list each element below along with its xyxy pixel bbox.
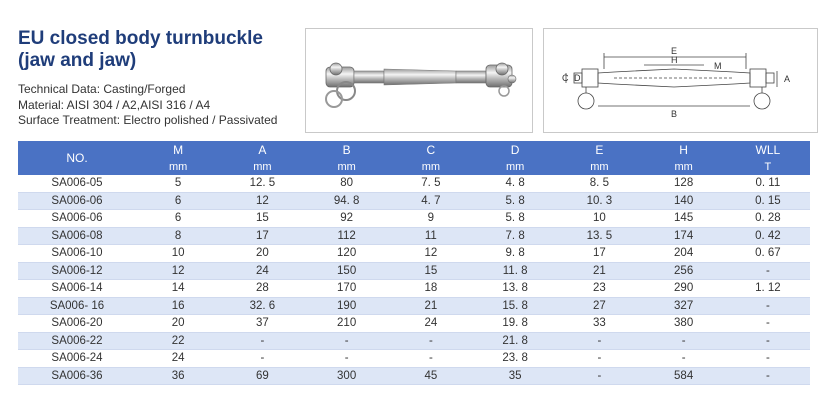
table-cell: 16 bbox=[136, 297, 220, 315]
table-cell-part-number: SA006-12 bbox=[18, 262, 136, 280]
title-line-2: (jaw and jaw) bbox=[18, 50, 137, 71]
table-cell: 13. 5 bbox=[557, 227, 641, 245]
table-cell: 27 bbox=[557, 297, 641, 315]
table-cell: - bbox=[726, 262, 810, 280]
unit-a: mm bbox=[220, 159, 304, 175]
table-cell-part-number: SA006-08 bbox=[18, 227, 136, 245]
table-cell: - bbox=[726, 315, 810, 333]
table-cell: 5. 8 bbox=[473, 192, 557, 210]
table-cell-part-number: SA006-06 bbox=[18, 210, 136, 228]
column-header-wll: WLL bbox=[726, 141, 810, 159]
table-cell: - bbox=[726, 332, 810, 350]
table-cell: 8. 5 bbox=[557, 175, 641, 192]
table-cell: 10 bbox=[557, 210, 641, 228]
table-cell: 145 bbox=[642, 210, 726, 228]
table-cell: 12 bbox=[389, 245, 473, 263]
table-cell: 22 bbox=[136, 332, 220, 350]
table-cell: 17 bbox=[220, 227, 304, 245]
table-row bbox=[18, 280, 810, 298]
table-cell: - bbox=[389, 350, 473, 368]
table-cell: 36 bbox=[136, 367, 220, 385]
product-photo bbox=[305, 28, 533, 133]
table-cell: 37 bbox=[220, 315, 304, 333]
unit-h: mm bbox=[642, 159, 726, 175]
table-cell: 1. 12 bbox=[726, 280, 810, 298]
table-cell: - bbox=[726, 350, 810, 368]
table-cell: 10 bbox=[136, 245, 220, 263]
table-cell-part-number: SA006-24 bbox=[18, 350, 136, 368]
table-row bbox=[18, 332, 810, 350]
product-title bbox=[18, 28, 308, 72]
table-cell: 13. 8 bbox=[473, 280, 557, 298]
unit-c: mm bbox=[389, 159, 473, 175]
table-cell: 20 bbox=[136, 315, 220, 333]
table-cell-part-number: SA006-10 bbox=[18, 245, 136, 263]
table-cell-part-number: SA006-22 bbox=[18, 332, 136, 350]
table-cell: 0. 67 bbox=[726, 245, 810, 263]
table-cell: 24 bbox=[220, 262, 304, 280]
table-cell: - bbox=[557, 350, 641, 368]
diagram-label-c: C bbox=[562, 73, 569, 83]
table-cell: 19. 8 bbox=[473, 315, 557, 333]
table-cell: 0. 11 bbox=[726, 175, 810, 192]
column-header-m: M bbox=[136, 141, 220, 159]
unit-d: mm bbox=[473, 159, 557, 175]
column-header-a: A bbox=[220, 141, 304, 159]
table-cell: 69 bbox=[220, 367, 304, 385]
table-cell: 327 bbox=[642, 297, 726, 315]
table-cell: 35 bbox=[473, 367, 557, 385]
table-cell: - bbox=[305, 332, 389, 350]
table-row bbox=[18, 245, 810, 263]
table-cell: 0. 42 bbox=[726, 227, 810, 245]
table-cell: - bbox=[557, 332, 641, 350]
table-cell: 23 bbox=[557, 280, 641, 298]
table-cell-part-number: SA006- 16 bbox=[18, 297, 136, 315]
table-cell-part-number: SA006-05 bbox=[18, 175, 136, 192]
column-header-d: D bbox=[473, 141, 557, 159]
table-cell: 45 bbox=[389, 367, 473, 385]
table-cell: - bbox=[642, 350, 726, 368]
table-cell: 290 bbox=[642, 280, 726, 298]
table-cell: 11 bbox=[389, 227, 473, 245]
table-cell: 17 bbox=[557, 245, 641, 263]
table-cell: 5. 8 bbox=[473, 210, 557, 228]
table-cell: 256 bbox=[642, 262, 726, 280]
table-row bbox=[18, 227, 810, 245]
diagram-label-d: D bbox=[574, 73, 581, 83]
table-cell: 174 bbox=[642, 227, 726, 245]
table-cell: 14 bbox=[136, 280, 220, 298]
table-cell: 204 bbox=[642, 245, 726, 263]
table-cell: 7. 5 bbox=[389, 175, 473, 192]
table-cell: 120 bbox=[305, 245, 389, 263]
table-cell: 80 bbox=[305, 175, 389, 192]
table-cell: 24 bbox=[389, 315, 473, 333]
table-cell: 21. 8 bbox=[473, 332, 557, 350]
table-cell: 92 bbox=[305, 210, 389, 228]
spec-technical-data: Technical Data: Casting/Forged bbox=[18, 82, 186, 96]
table-cell: 7. 8 bbox=[473, 227, 557, 245]
diagram-label-b: B bbox=[671, 109, 678, 119]
table-cell: 4. 8 bbox=[473, 175, 557, 192]
table-cell: 15 bbox=[389, 262, 473, 280]
table-cell-part-number: SA006-14 bbox=[18, 280, 136, 298]
table-cell: 20 bbox=[220, 245, 304, 263]
table-cell: 4. 7 bbox=[389, 192, 473, 210]
unit-m: mm bbox=[136, 159, 220, 175]
diagram-label-a: A bbox=[784, 74, 791, 84]
table-cell: 18 bbox=[389, 280, 473, 298]
table-cell: 380 bbox=[642, 315, 726, 333]
table-cell: 12 bbox=[136, 262, 220, 280]
table-cell: - bbox=[726, 367, 810, 385]
table-cell: - bbox=[305, 350, 389, 368]
table-cell: 300 bbox=[305, 367, 389, 385]
column-header-e: E bbox=[557, 141, 641, 159]
table-cell: 584 bbox=[642, 367, 726, 385]
table-row bbox=[18, 350, 810, 368]
table-cell: 9. 8 bbox=[473, 245, 557, 263]
technical-specs bbox=[18, 82, 277, 129]
diagram-label-e: E bbox=[671, 46, 678, 56]
column-header-c: C bbox=[389, 141, 473, 159]
column-header-b: B bbox=[305, 141, 389, 159]
table-cell-part-number: SA006-36 bbox=[18, 367, 136, 385]
table-cell: 21 bbox=[557, 262, 641, 280]
table-cell: - bbox=[220, 350, 304, 368]
turnbuckle-technical-drawing bbox=[544, 29, 817, 132]
table-cell: 32. 6 bbox=[220, 297, 304, 315]
table-cell-part-number: SA006-06 bbox=[18, 192, 136, 210]
table-cell: - bbox=[726, 297, 810, 315]
spec-surface-treatment: Surface Treatment: Electro polished / Passivated bbox=[18, 113, 278, 127]
table-header-row bbox=[18, 141, 810, 159]
column-header-no: NO. bbox=[18, 141, 136, 175]
table-cell: 150 bbox=[305, 262, 389, 280]
table-cell: - bbox=[220, 332, 304, 350]
table-row bbox=[18, 367, 810, 385]
spec-material: Material: AISI 304 / A2,AISI 316 / A4 bbox=[18, 97, 211, 112]
table-cell: 170 bbox=[305, 280, 389, 298]
table-cell: 8 bbox=[136, 227, 220, 245]
table-cell: 5 bbox=[136, 175, 220, 192]
table-cell: 0. 15 bbox=[726, 192, 810, 210]
table-row bbox=[18, 262, 810, 280]
table-cell: 23. 8 bbox=[473, 350, 557, 368]
turnbuckle-photo-illustration bbox=[306, 29, 532, 132]
table-row bbox=[18, 210, 810, 228]
diagram-label-h: H bbox=[671, 55, 678, 65]
table-row bbox=[18, 192, 810, 210]
table-cell: 33 bbox=[557, 315, 641, 333]
table-cell: 6 bbox=[136, 210, 220, 228]
table-cell: 94. 8 bbox=[305, 192, 389, 210]
title-line-1: EU closed body turnbuckle bbox=[18, 28, 263, 49]
table-cell: 10. 3 bbox=[557, 192, 641, 210]
table-row bbox=[18, 315, 810, 333]
table-cell: 15 bbox=[220, 210, 304, 228]
table-cell: 12 bbox=[220, 192, 304, 210]
table-cell: 24 bbox=[136, 350, 220, 368]
table-row bbox=[18, 297, 810, 315]
table-cell: 9 bbox=[389, 210, 473, 228]
table-cell: - bbox=[557, 367, 641, 385]
unit-e: mm bbox=[557, 159, 641, 175]
table-cell: 11. 8 bbox=[473, 262, 557, 280]
table-cell: 190 bbox=[305, 297, 389, 315]
table-cell: - bbox=[642, 332, 726, 350]
table-cell-part-number: SA006-20 bbox=[18, 315, 136, 333]
table-cell: 140 bbox=[642, 192, 726, 210]
unit-wll: T bbox=[726, 159, 810, 175]
table-cell: 15. 8 bbox=[473, 297, 557, 315]
spec-table bbox=[18, 141, 810, 385]
table-body bbox=[18, 175, 810, 385]
table-cell: 210 bbox=[305, 315, 389, 333]
table-cell: 0. 28 bbox=[726, 210, 810, 228]
dimension-diagram bbox=[543, 28, 818, 133]
table-cell: 128 bbox=[642, 175, 726, 192]
table-cell: 112 bbox=[305, 227, 389, 245]
table-cell: 12. 5 bbox=[220, 175, 304, 192]
column-header-h: H bbox=[642, 141, 726, 159]
table-cell: 21 bbox=[389, 297, 473, 315]
diagram-label-m: M bbox=[714, 61, 722, 71]
unit-b: mm bbox=[305, 159, 389, 175]
table-unit-row bbox=[18, 159, 810, 175]
table-row bbox=[18, 175, 810, 192]
table-cell: 28 bbox=[220, 280, 304, 298]
table-cell: - bbox=[389, 332, 473, 350]
table-cell: 6 bbox=[136, 192, 220, 210]
